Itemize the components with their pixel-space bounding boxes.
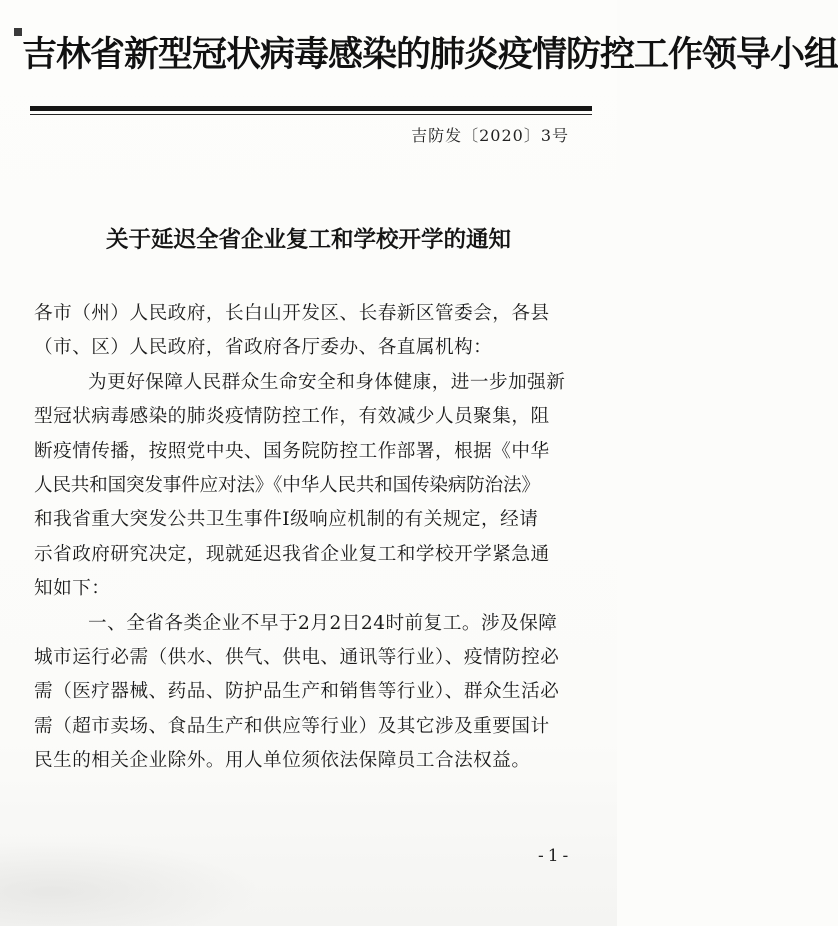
body-line-paragraph1-5: 和我省重大突发公共卫生事件Ⅰ级响应机制的有关规定，经请 — [34, 509, 539, 531]
body-line-item1-5: 民生的相关企业除外。用人单位须依法保障员工合法权益。 — [34, 750, 531, 772]
document-number: 吉防发〔2020〕3号 — [411, 126, 569, 145]
body-line-paragraph1-3: 断疫情传播，按照党中央、国务院防控工作部署，根据《中华 — [34, 440, 550, 462]
body-line-item1-2: 城市运行必需（供水、供气、供电、通讯等行业）、疫情防控必 — [34, 646, 560, 668]
body-line-item1-3: 需（医疗器械、药品、防护品生产和销售等行业）、群众生活必 — [34, 681, 560, 703]
document-body — [34, 297, 594, 778]
body-line-item1-1: 一、全省各类企业不早于2月2日24时前复工。涉及保障 — [88, 612, 558, 634]
header-rule-thick — [30, 106, 592, 111]
body-line-item1-4: 需（超市卖场、食品生产和供应等行业）及其它涉及重要国计 — [34, 715, 550, 737]
body-line-paragraph1-1: 为更好保障人民群众生命安全和身体健康，进一步加强新 — [88, 371, 566, 393]
issuing-organization-title: 吉林省新型冠状病毒感染的肺炎疫情防控工作领导小组 — [22, 35, 838, 75]
body-line-paragraph1-2: 型冠状病毒感染的肺炎疫情防控工作，有效减少人员聚集，阻 — [34, 406, 550, 428]
body-line-paragraph1-6: 示省政府研究决定，现就延迟我省企业复工和学校开学紧急通 — [34, 543, 550, 565]
corner-mark — [14, 28, 22, 36]
scan-shadow — [0, 840, 260, 926]
page-number: -1- — [538, 846, 573, 866]
body-line-addressee-2: （市、区）人民政府，省政府各厅委办、各直属机构： — [34, 337, 493, 359]
body-line-paragraph1-7: 知如下： — [34, 578, 111, 600]
body-line-addressee-1: 各市（州）人民政府，长白山开发区、长春新区管委会，各县 — [34, 303, 550, 324]
document-title: 关于延迟全省企业复工和学校开学的通知 — [105, 227, 511, 253]
body-line-paragraph1-4: 人民共和国突发事件应对法》《中华人民共和国传染病防治法》 — [34, 474, 540, 496]
header-rule-thin — [30, 114, 592, 115]
